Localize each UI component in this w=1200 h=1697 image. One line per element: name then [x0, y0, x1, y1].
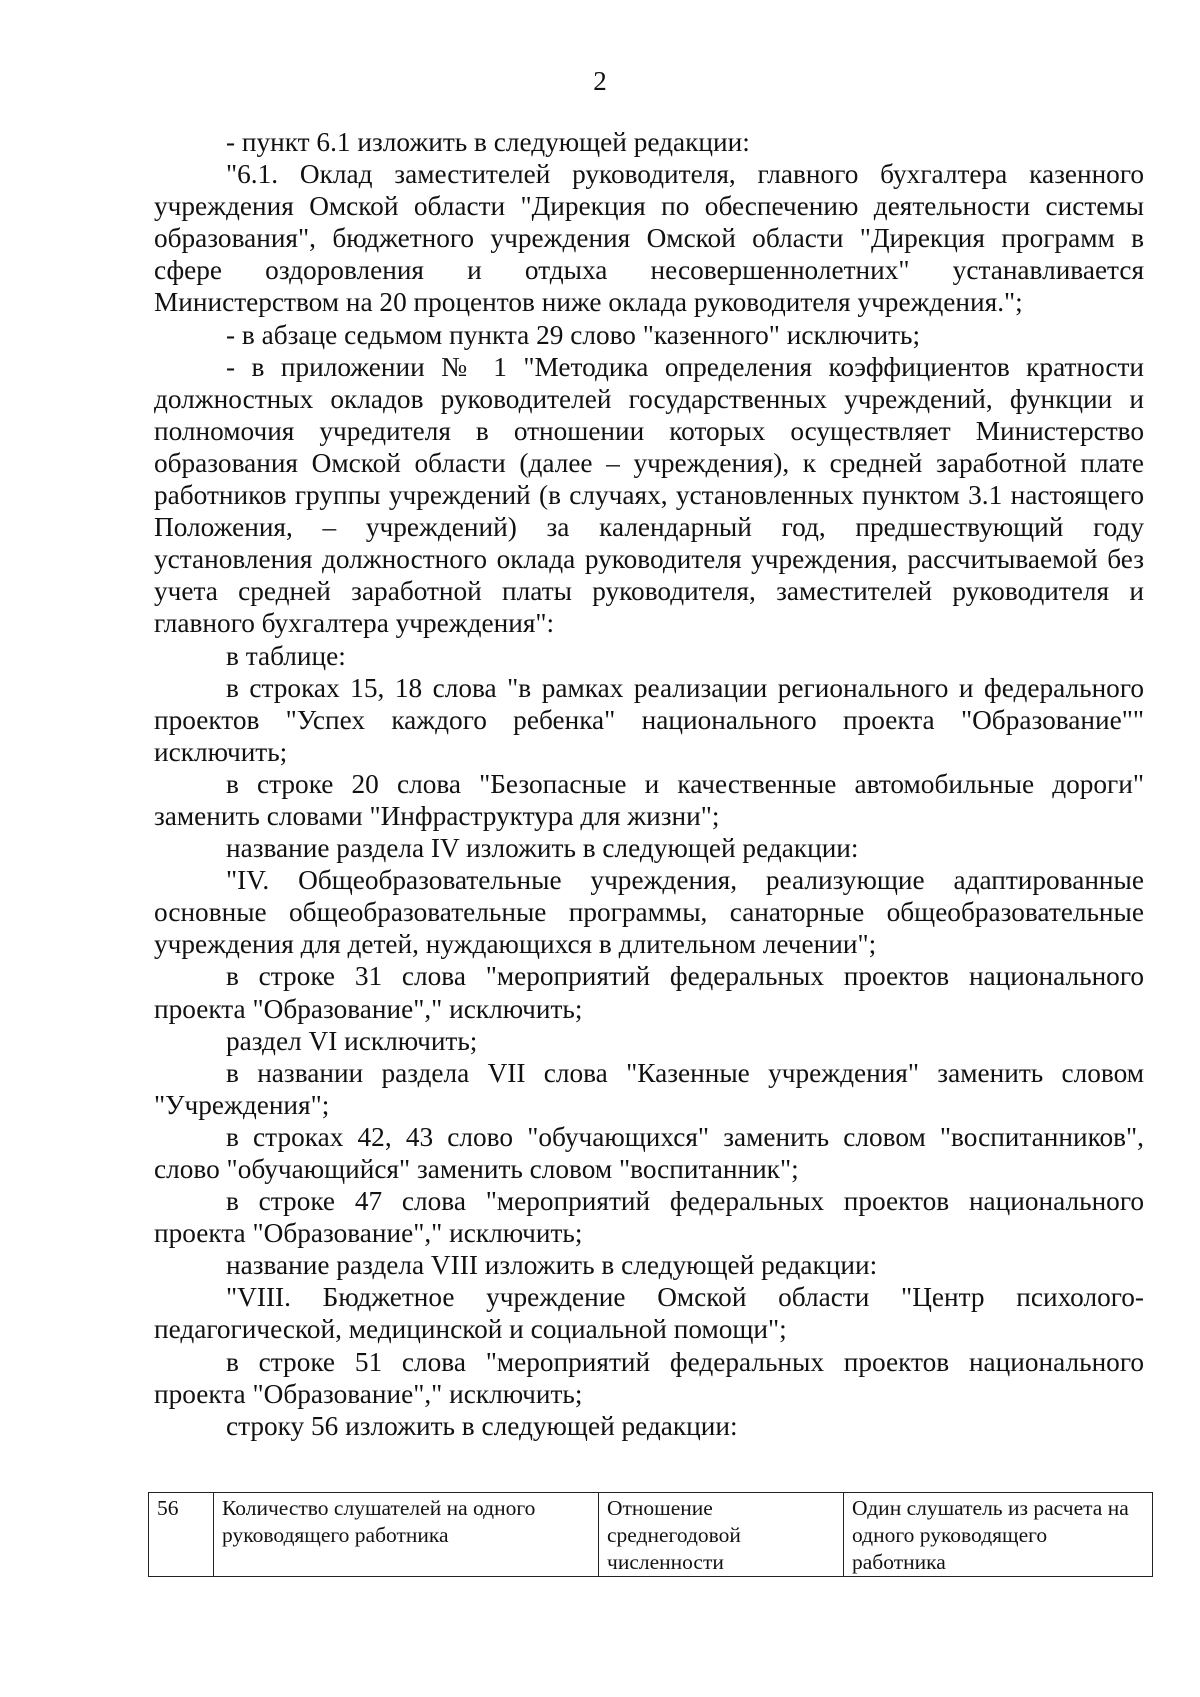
indicator-cell: Количество слушателей на одного руководящего работника	[214, 1493, 599, 1577]
paragraph: в названии раздела VII слова "Казенные учреждения" заменить словом "Учреждения";	[154, 1057, 1144, 1120]
calculation-cell: Отношение среднегодовой численности	[599, 1493, 844, 1577]
table-row	[149, 1493, 1153, 1577]
page-number: 2	[593, 66, 607, 96]
table-row-56-container	[148, 1492, 1136, 1577]
paragraph: - в абзаце седьмом пункта 29 слово "казенного" исключить;	[226, 319, 921, 350]
paragraph: "IV. Общеобразовательные учреждения, реализующие адаптированные основные общеобразовательные программы, санаторные общеобразовательные учреждения для детей, нуждающихся в длительном лечении";	[154, 865, 1144, 960]
methodology-table	[148, 1492, 1153, 1577]
paragraph: "6.1. Оклад заместителей руководителя, главного бухгалтера казенного учреждения Омской области "Дирекция по обеспечению деятельности системы образования", бюджетного учреждения Омской области "Дирекция программ в сфере оздоровления и отдыха несовершеннолетних" устанавливается Министерством на 20 процентов ниже оклада руководителя учреждения.";	[154, 159, 1144, 318]
paragraph: в строке 51 слова "мероприятий федеральных проектов национального проекта "Образование"," исключить;	[154, 1346, 1144, 1409]
paragraph: - в приложении № 1 "Методика определения коэффициентов кратности должностных окладов руководителей государственных учреждений, функции и полномочия учредителя в отношении которых осуществляет Министерство образования Омской области (далее – учреждения), к средней заработной плате работников группы учреждений (в случаях, установленных пунктом 3.1 настоящего Положения, – учреждений) за календарный год, предшествующий году установления должностного оклада руководителя учреждения, рассчитываемой без учета средней заработной платы руководителя, заместителей руководителя и главного бухгалтера учреждения":	[154, 351, 1144, 639]
paragraph: строку 56 изложить в следующей редакции:	[226, 1410, 738, 1441]
paragraph: в таблице:	[226, 640, 346, 671]
paragraph: название раздела VIII изложить в следующей редакции:	[226, 1250, 878, 1281]
paragraph: в строках 42, 43 слово "обучающихся" заменить словом "воспитанников", слово "обучающийся" заменить словом "воспитанник";	[154, 1121, 1144, 1184]
row-number-cell: 56	[149, 1493, 214, 1577]
paragraph: в строке 20 слова "Безопасные и качественные автомобильные дороги" заменить словами "Инфраструктура для жизни";	[154, 768, 1144, 831]
paragraph: название раздела IV изложить в следующей редакции:	[226, 833, 859, 864]
paragraph: - пункт 6.1 изложить в следующей редакции:	[226, 127, 750, 157]
paragraph: в строке 31 слова "мероприятий федеральных проектов национального проекта "Образование"," исключить;	[154, 961, 1144, 1024]
paragraph: раздел VI исключить;	[226, 1025, 478, 1056]
document-body	[154, 126, 1144, 1442]
unit-cell: Один слушатель из расчета на одного руководящего работника	[844, 1493, 1153, 1577]
paragraph: "VIII. Бюджетное учреждение Омской области "Центр психолого-педагогической, медицинской и социальной помощи";	[154, 1282, 1144, 1345]
paragraph: в строке 47 слова "мероприятий федеральных проектов национального проекта "Образование"," исключить;	[154, 1186, 1144, 1249]
paragraph: в строках 15, 18 слова "в рамках реализации регионального и федерального проектов "Успех каждого ребенка" национального проекта "Образование"" исключить;	[154, 672, 1144, 767]
